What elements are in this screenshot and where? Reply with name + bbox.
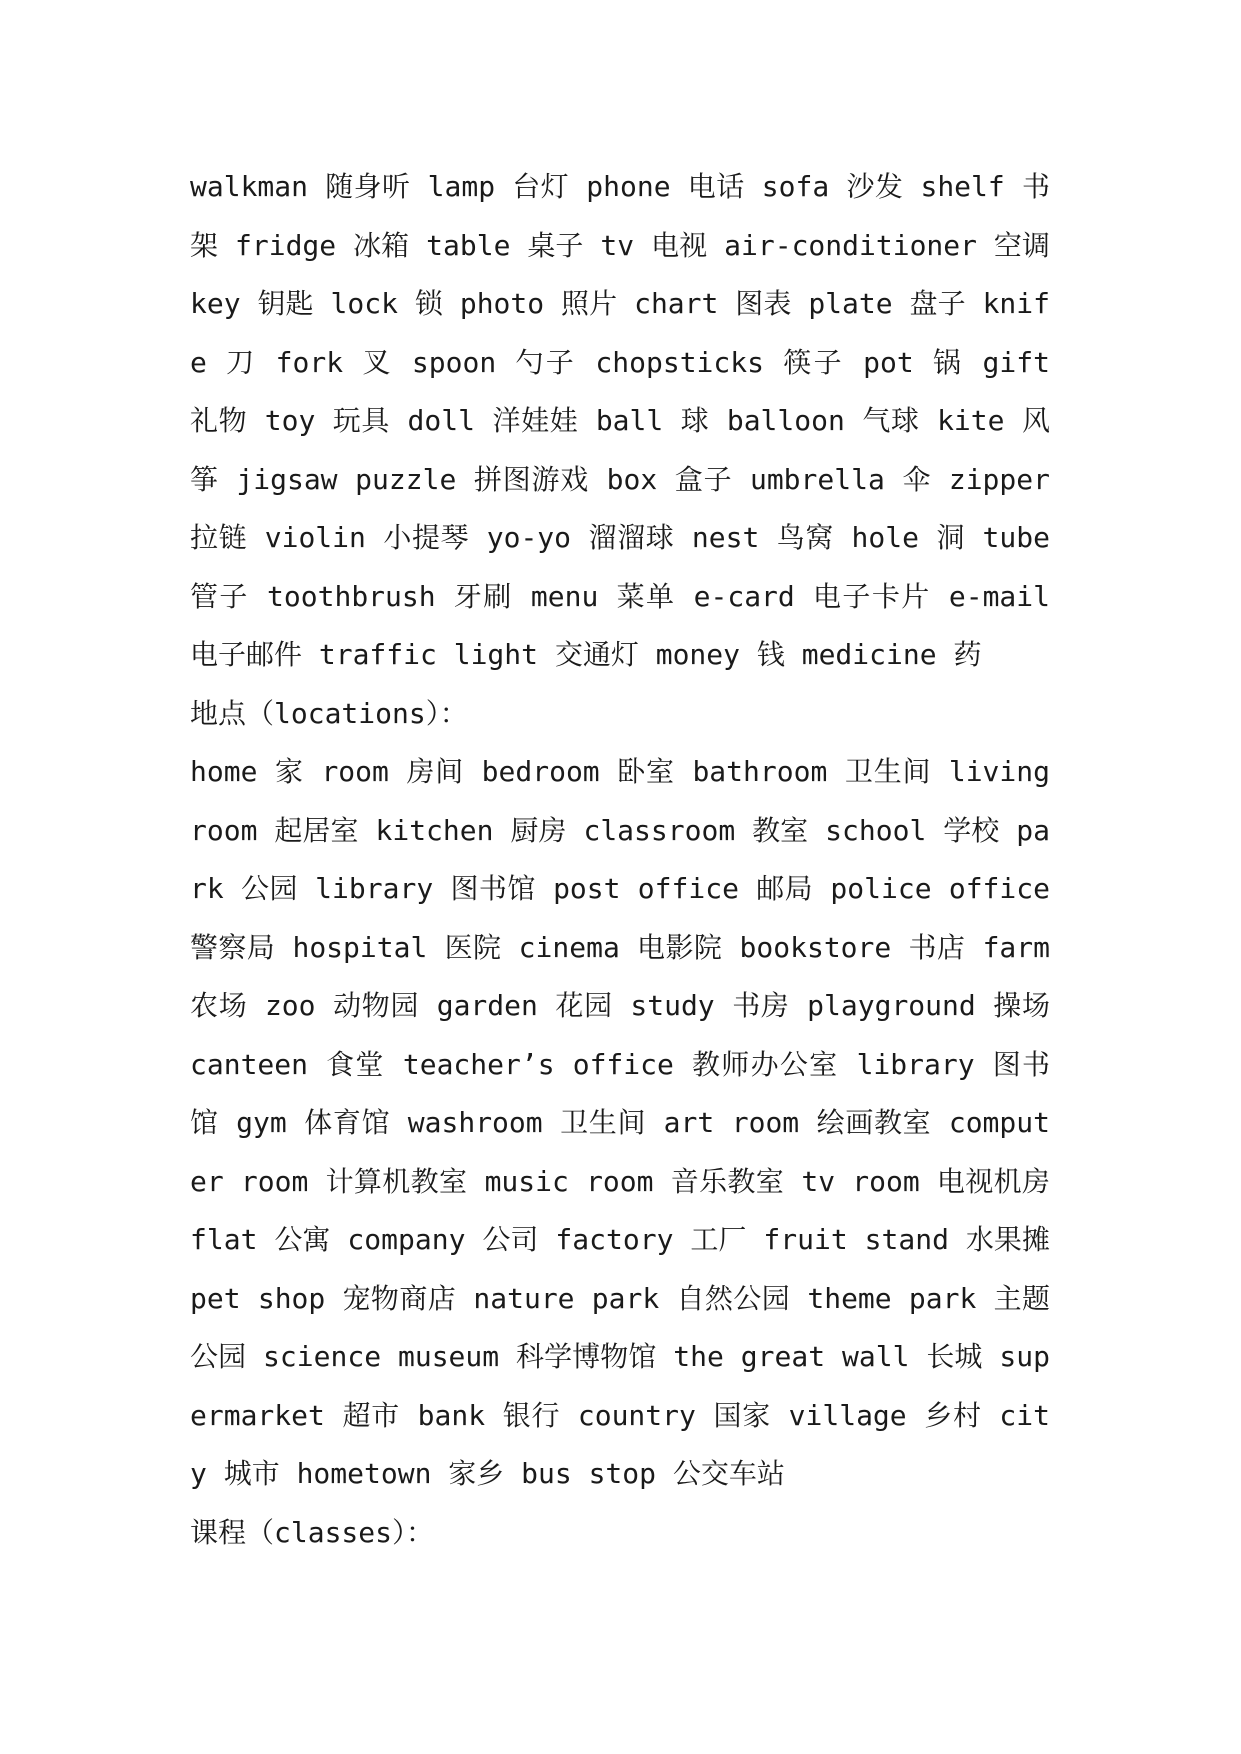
document-page	[190, 158, 1050, 1562]
locations-heading: 地点（locations）：	[190, 696, 468, 730]
items-paragraph: walkman 随身听 lamp 台灯 phone 电话 sofa 沙发 shelf 书架 fridge 冰箱 table 桌子 tv 电视 air-conditioner 空调 key 钥匙 lock 锁 photo 照片 chart 图表 plate 盘子 knife 刀 fork 叉 spoon 勺子 chopsticks 筷子 pot 锅 gift 礼物 toy 玩具 doll 洋娃娃 ball 球 balloon 气球 kite 风筝 jigsaw puzzle 拼图游戏 box 盒子 umbrella 伞 zipper 拉链 violin 小提琴 yo-yo 溜溜球 nest 鸟窝 hole 洞 tube 管子 toothbrush 牙刷 menu 菜单 e-card 电子卡片 e-mail 电子邮件 traffic light 交通灯 money 钱 medicine 药	[190, 170, 1050, 671]
locations-paragraph: home 家 room 房间 bedroom 卧室 bathroom 卫生间 living room 起居室 kitchen 厨房 classroom 教室 school 学校 park 公园 library 图书馆 post office 邮局 police office 警察局 hospital 医院 cinema 电影院 bookstore 书店 farm 农场 zoo 动物园 garden 花园 study 书房 playground 操场 canteen 食堂 teacher’s office 教师办公室 library 图书馆 gym 体育馆 washroom 卫生间 art room 绘画教室 computer room 计算机教室 music room 音乐教室 tv room 电视机房 flat 公寓 company 公司 factory 工厂 fruit stand 水果摊 pet shop 宠物商店 nature park 自然公园 theme park 主题公园 science museum 科学博物馆 the great wall 长城 supermarket 超市 bank 银行 country 国家 village 乡村 city 城市 hometown 家乡 bus stop 公交车站	[190, 755, 1050, 1490]
classes-heading: 课程（classes）：	[190, 1515, 435, 1549]
